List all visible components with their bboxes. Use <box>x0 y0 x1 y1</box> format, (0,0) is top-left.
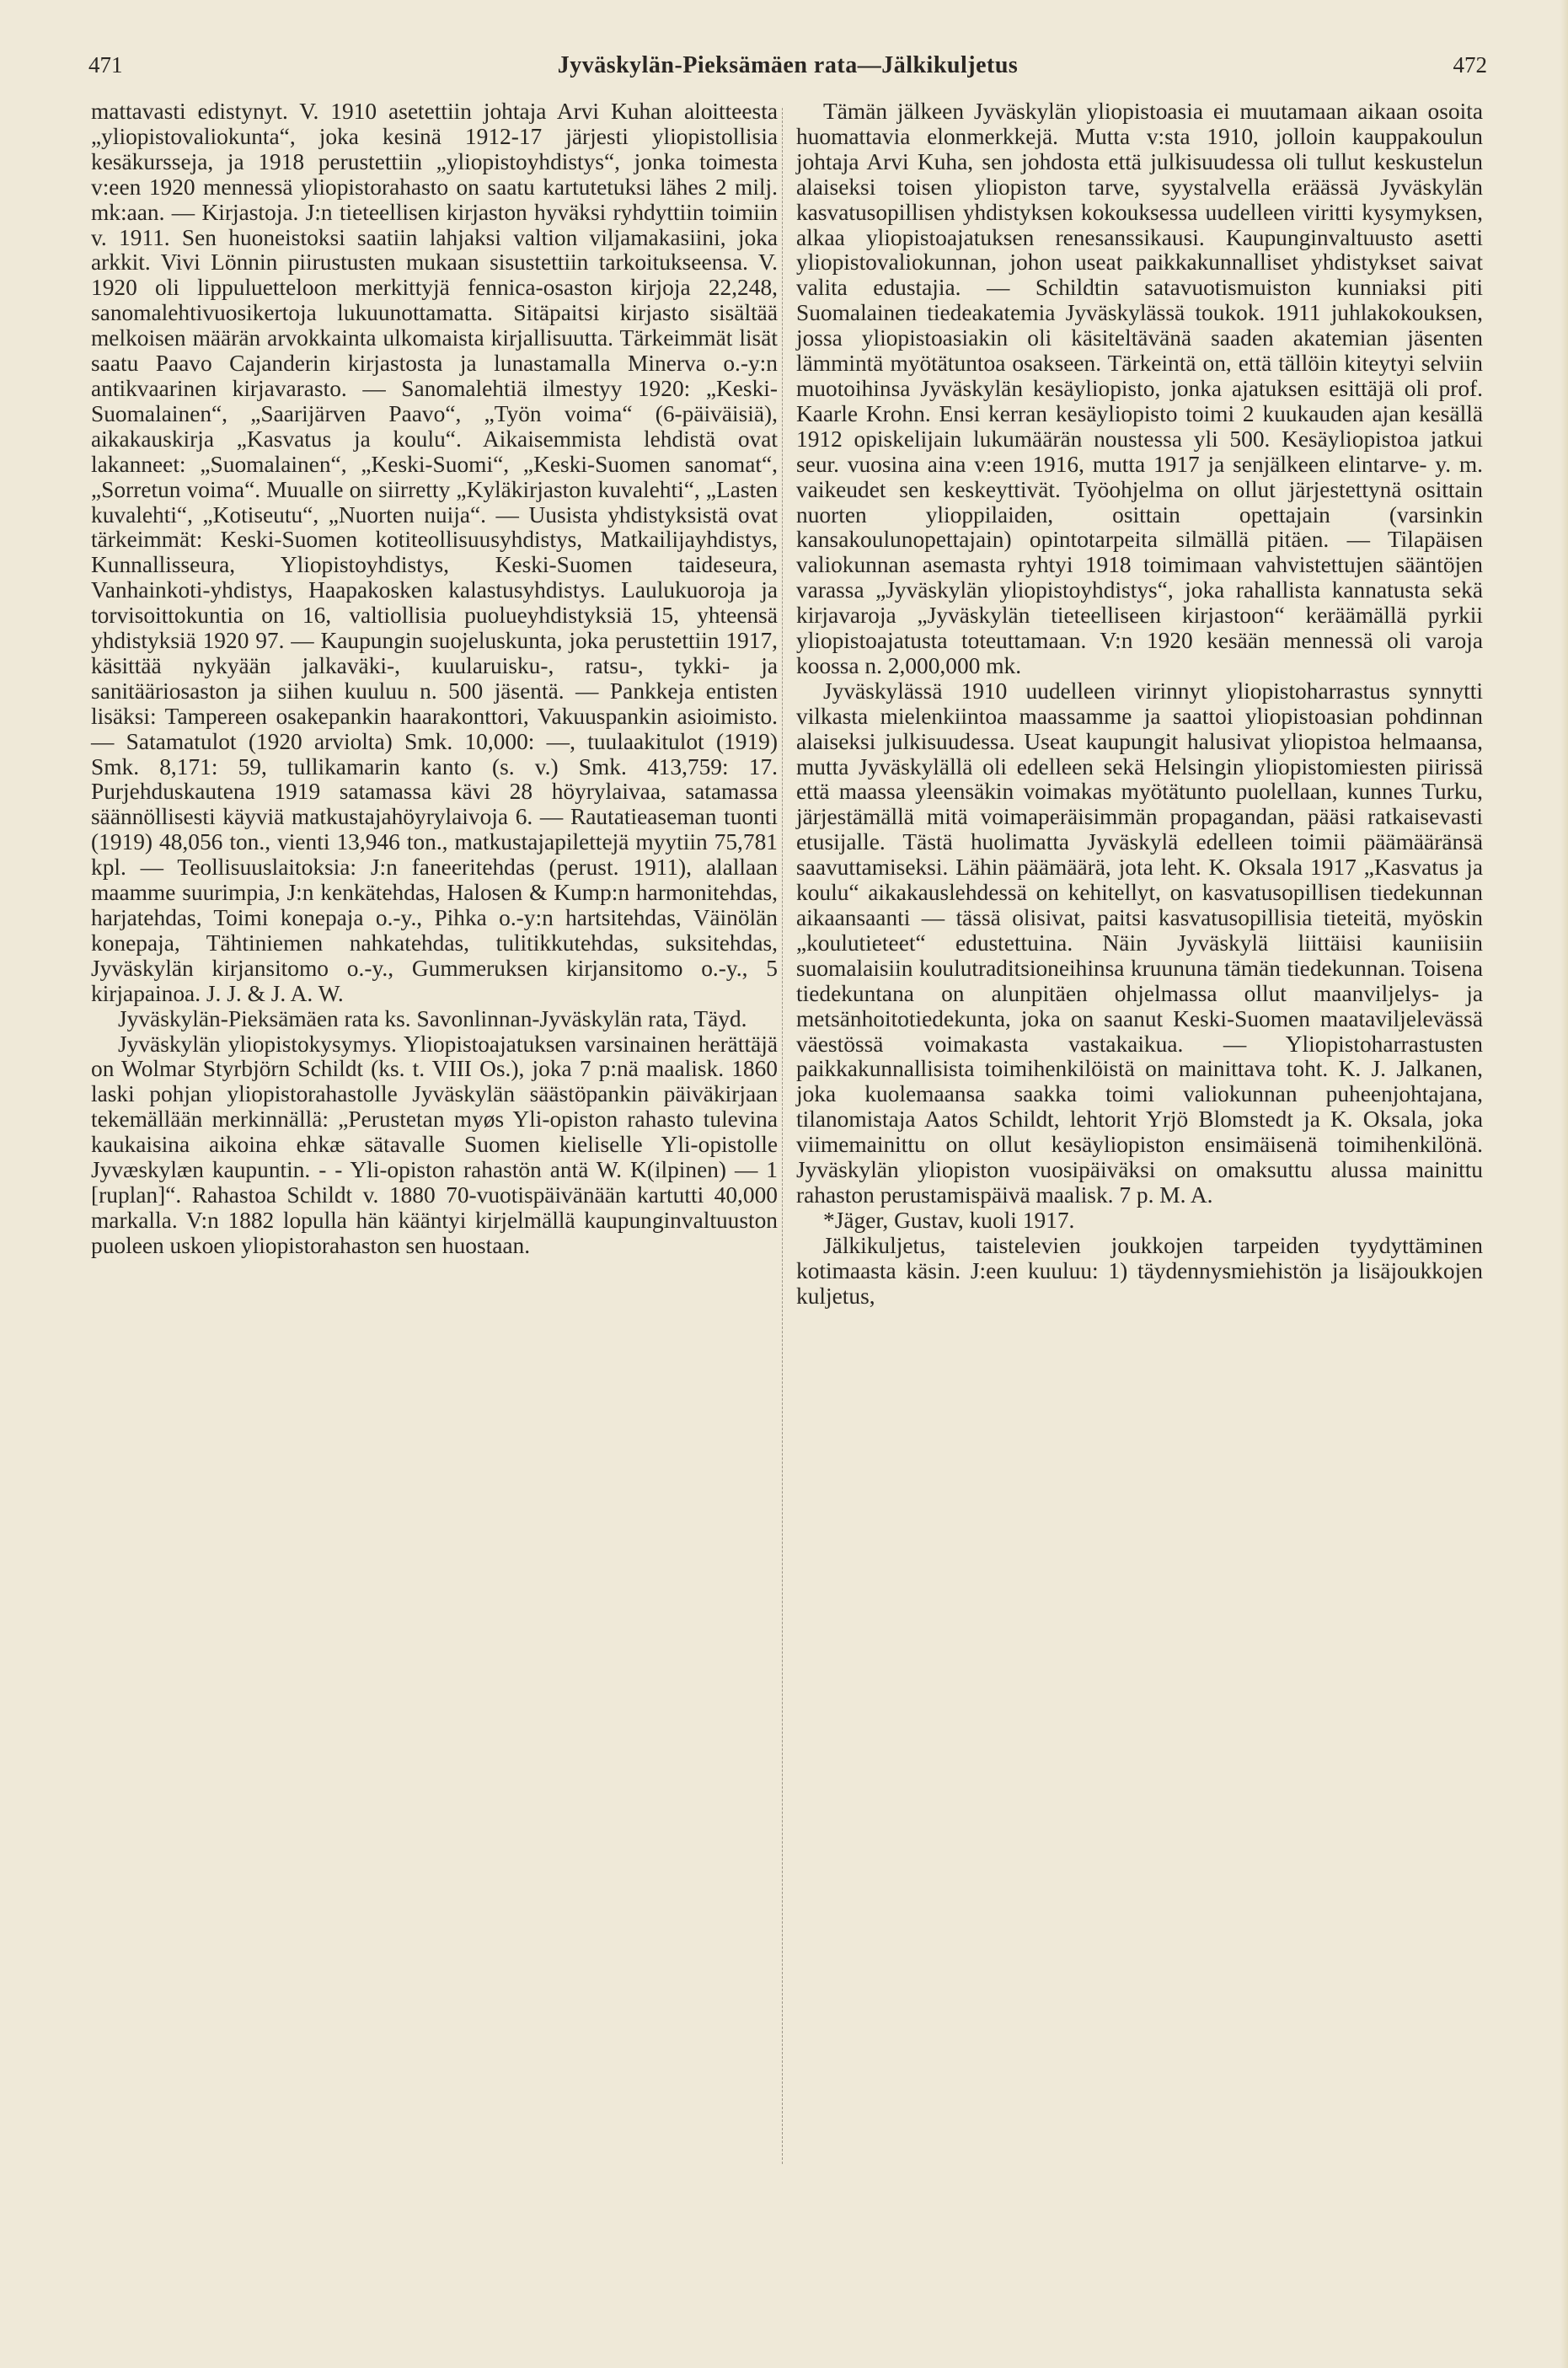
page-number-right: 472 <box>1453 52 1487 78</box>
column-divider <box>782 108 783 2164</box>
page-edge <box>1560 0 1568 2368</box>
page-header <box>88 52 1487 94</box>
running-title: Jyväskylän-Pieksämäen rata—Jälkikuljetus <box>557 52 1019 78</box>
paragraph-jyvaskyla-institutions: mattavasti edistynyt. V. 1910 asetettiin johtaja Arvi Kuhan aloitteesta „yliopistovaliokunta“, joka kesinä 1912-17 järjesti yliopistollisia kesäkursseja, ja 1918 perustettiin „yliopistoyhdistys“, jonka toimesta v:een 1920 mennessä yliopistorahasto on saatu kartutetuksi lähes 2 milj. mk:aan. — Kirjastoja. J:n tieteellisen kirjaston hyväksi ryhdyttiin toimiin v. 1911. Sen huoneistoksi saatiin lahjaksi valtion viljamakasiini, joka arkkit. Vivi Lönnin piirustusten mukaan sisustettiin tarkoitukseensa. V. 1920 oli lippuluetteloon merkittyjä fennica-osaston kirjoja 22,248, sanomalehtivuosikertoja lukuunottamatta. Sitäpaitsi kirjasto sisältää melkoisen määrän arvokkainta ulkomaista kirjallisuutta. Tärkeimmät lisät saatu Paavo Cajanderin kirjastosta ja lunastamalla Minerva o.-y:n antikvaarinen kirjavarasto. — Sanomalehtiä ilmestyy 1920: „Keski-Suomalainen“, „Saarijärven Paavo“, „Työn voima“ (6-päiväisiä), aikakauskirja „Kasvatus ja koulu“. Aikaisemmista lehdistä ovat lakanneet: „Suomalainen“, „Keski-Suomi“, „Keski-Suomen sanomat“, „Sorretun voima“. Muualle on siirretty „Kyläkirjaston kuvalehti“, „Lasten kuvalehti“, „Kotiseutu“, „Nuorten nuija“. — Uusista yhdistyksistä ovat tärkeimmät: Keski-Suomen kotiteollisuusyhdistys, Matkailijayhdistys, Kunnallisseura, Yliopistoyhdistys, Keski-Suomen taideseura, Vanhainkoti-yhdistys, Haapakosken kalastusyhdistys. Laulukuoroja ja torvisoittokuntia on 16, valtiollisia puolueyhdistyksiä 15, yhteensä yhdistyksiä 1920 97. — Kaupungin suojeluskunta, joka perustettiin 1917, käsittää nykyään jalkaväki-, kuularuisku-, ratsu-, tykki- ja sanitääriosaston ja siihen kuuluu n. 500 jäsentä. — Pankkeja entisten lisäksi: Tampereen osakepankin haarakonttori, Vakuuspankin asioimisto. — Satamatulot (1920 arviolta) Smk. 10,000: —, tuulaakitulot (1919) Smk. 8,171: 59, tullikamarin kanto (s. v.) Smk. 413,759: 17. Purjehduskautena 1919 satamassa kävi 28 höyrylaivaa, satamassa säännöllisesti käyviä matkustajahöyrylaivoja 6. — Rautatieaseman tuonti (1919) 48,056 ton., vienti 13,946 ton., matkustajapilettejä myytiin 75,781 kpl. — Teollisuuslaitoksia: J:n faneeritehdas (perust. 1911), alallaan maamme suurimpia, J:n kenkätehdas, Halosen & Kump:n harmonitehdas, harjatehdas, Toimi konepaja o.-y., Pihka o.-y:n hartsitehdas, Väinölän konepaja, Tähtiniemen nahkatehdas, tulitikkutehdas, suksitehdas, Jyväskylän kirjansitomo o.-y., Gummeruksen kirjansitomo o.-y., 5 kirjapainoa. J. J. & J. A. W. <box>91 99 778 1006</box>
paragraph-university-question: Jyväskylän yliopistokysymys. Yliopistoajatuksen varsinainen herättäjä on Wolmar Styrbjörn Schildt (ks. t. VIII Os.), joka 7 p:nä maalisk. 1860 laski pohjan yliopistorahastolle Jyväskylän säästöpankin päiväkirjaan tekemällään merkinnällä: „Perustetan myøs Yli-opiston rahasto tulevina kaukaisina aikoina ehkæ sätavalle Suomen kieliselle Yli-opistolle Jyvæskylæn kaupuntin. - - Yli-opiston rahastön antä W. K(ilpinen) — 1 [ruplan]“. Rahastoa Schildt v. 1880 70-vuotispäivänään kartutti 40,000 markalla. V:n 1882 lopulla hän kääntyi kirjelmällä kaupunginvaltuuston puoleen uskoen yliopistorahaston sen huostaan. <box>91 1031 778 1258</box>
paragraph-railway-reference: Jyväskylän-Pieksämäen rata ks. Savonlinnan-Jyväskylän rata, Täyd. <box>118 1005 747 1031</box>
right-column <box>796 99 1483 1310</box>
paragraph-summer-university: Tämän jälkeen Jyväskylän yliopistoasia ei muutamaan aikaan osoita huomattavia elonmerkkejä. Mutta v:sta 1910, jolloin kauppakoulun johtaja Arvi Kuha, sen johdosta että julkisuudessa oli tullut keskustelun alaiseksi toisen yliopiston tarve, syystalvella eräässä Jyväskylän kasvatusopillisen yhdistyksen kokouksessa uudelleen viritti kysymyksen, alkaa yliopistoajatuksen renesanssikausi. Kaupunginvaltuusto asetti yliopistovaliokunnan, johon useat paikkakunnalliset yhdistykset saivat valita edustajia. — Schildtin satavuotismuiston kunniaksi piti Suomalainen tiedeakatemia Jyväskylässä toukok. 1911 juhlakokouksen, jossa yliopistoasiakin oli käsiteltävänä saaden akatemian jäsenten lämmintä myötätuntoa osakseen. Tärkeintä on, että tällöin kiteytyi selviin muotoihinsa Jyväskylän kesäyliopisto, jonka ajatuksen esittäjä oli prof. Kaarle Krohn. Ensi kerran kesäyliopisto toimi 2 kuukauden ajan kesällä 1912 opiskelijain lukumäärän noustessa yli 500. Kesäyliopistoa jatkui seur. vuosina aina v:een 1916, mutta 1917 ja senjälkeen elintarve- y. m. vaikeudet sen keskeyttivät. Työohjelma on ollut järjestettynä osittain nuorten ylioppilaiden, osittain opettajain (varsinkin kansakoulunopettajain) opintotarpeita silmällä pitäen. — Tilapäisen valiokunnan asemasta ryhtyi 1918 toimimaan vahvistettujen sääntöjen varassa „Jyväskylän yliopistoyhdistys“, joka rahallista kannatusta sekä kirjavaroja „Jyväskylän tieteelliseen kirjastoon“ keräämällä pyrkii yliopistoajatusta toteuttamaan. V:n 1920 kesään mennessä oli varoja koossa n. 2,000,000 mk. <box>796 99 1483 678</box>
paragraph-university-movement: Jyväskylässä 1910 uudelleen virinnyt yliopistoharrastus synnytti vilkasta mielenkiintoa maassamme ja saattoi yliopistoasian pohdinnan alaiseksi julkisuudessa. Useat kaupungit halusivat yliopistoa helmaansa, mutta Jyväskylällä oli edelleen sekä Helsingin yliopistomiesten piirissä että maassa yleensäkin voimakas myötätunto puolellaan, kunnes Turku, järjestämällä mitä voimaperäisimmän propagandan, pääsi ratkaisevasti etusijalle. Tästä huolimatta Jyväskylä edelleen toimii päämääränsä saavuttamiseksi. Lähin päämäärä, jota leht. K. Oksala 1917 „Kasvatus ja koulu“ aikakauslehdessä on kehitellyt, on kasvatusopillisen tiedekunnan aikaansaanti — tässä olisivat, paitsi kasvatusopillisia tieteitä, myöskin „koulutieteet“ edustettuina. Näin Jyväskylä liittäisi kauniisiin suomalaisiin koulutraditsioneihinsa kruununa tämän tiedekunnan. Toisena tiedekuntana on alunpitäen ohjelmassa ollut maanviljelys- ja metsänhoitotiedekunta, joka on saanut Keski-Suomen maataviljelevässä väestössä voimakasta vastakaikua. — Yliopistoharrastusten paikkakunnallisista toimihenkilöistä on mainittava toht. K. J. Jalkanen, joka kuolemaansa saakka toimi valiokunnan puheenjohtajana, tilanomistaja Aatos Schildt, lehtorit Yrjö Blomstedt ja K. Oksala, joka viimemainittu on ollut kesäyliopiston ensimäisenä toimihenkilönä. Jyväskylän yliopiston vuosipäiväksi on omaksuttu alussa mainittu rahaston perustamispäivä maalisk. 7 p. M. A. <box>796 678 1483 1208</box>
left-column <box>91 99 778 1259</box>
paragraph-jager-entry: *Jäger, Gustav, kuoli 1917. <box>823 1207 1075 1233</box>
page-number-left: 471 <box>88 52 123 78</box>
paragraph-jalkikuljetus-entry: Jälkikuljetus, taistelevien joukkojen tarpeiden tyydyttäminen kotimaasta käsin. J:een kuuluu: 1) täydennysmiehistön ja lisäjoukkojen kuljetus, <box>796 1232 1483 1309</box>
